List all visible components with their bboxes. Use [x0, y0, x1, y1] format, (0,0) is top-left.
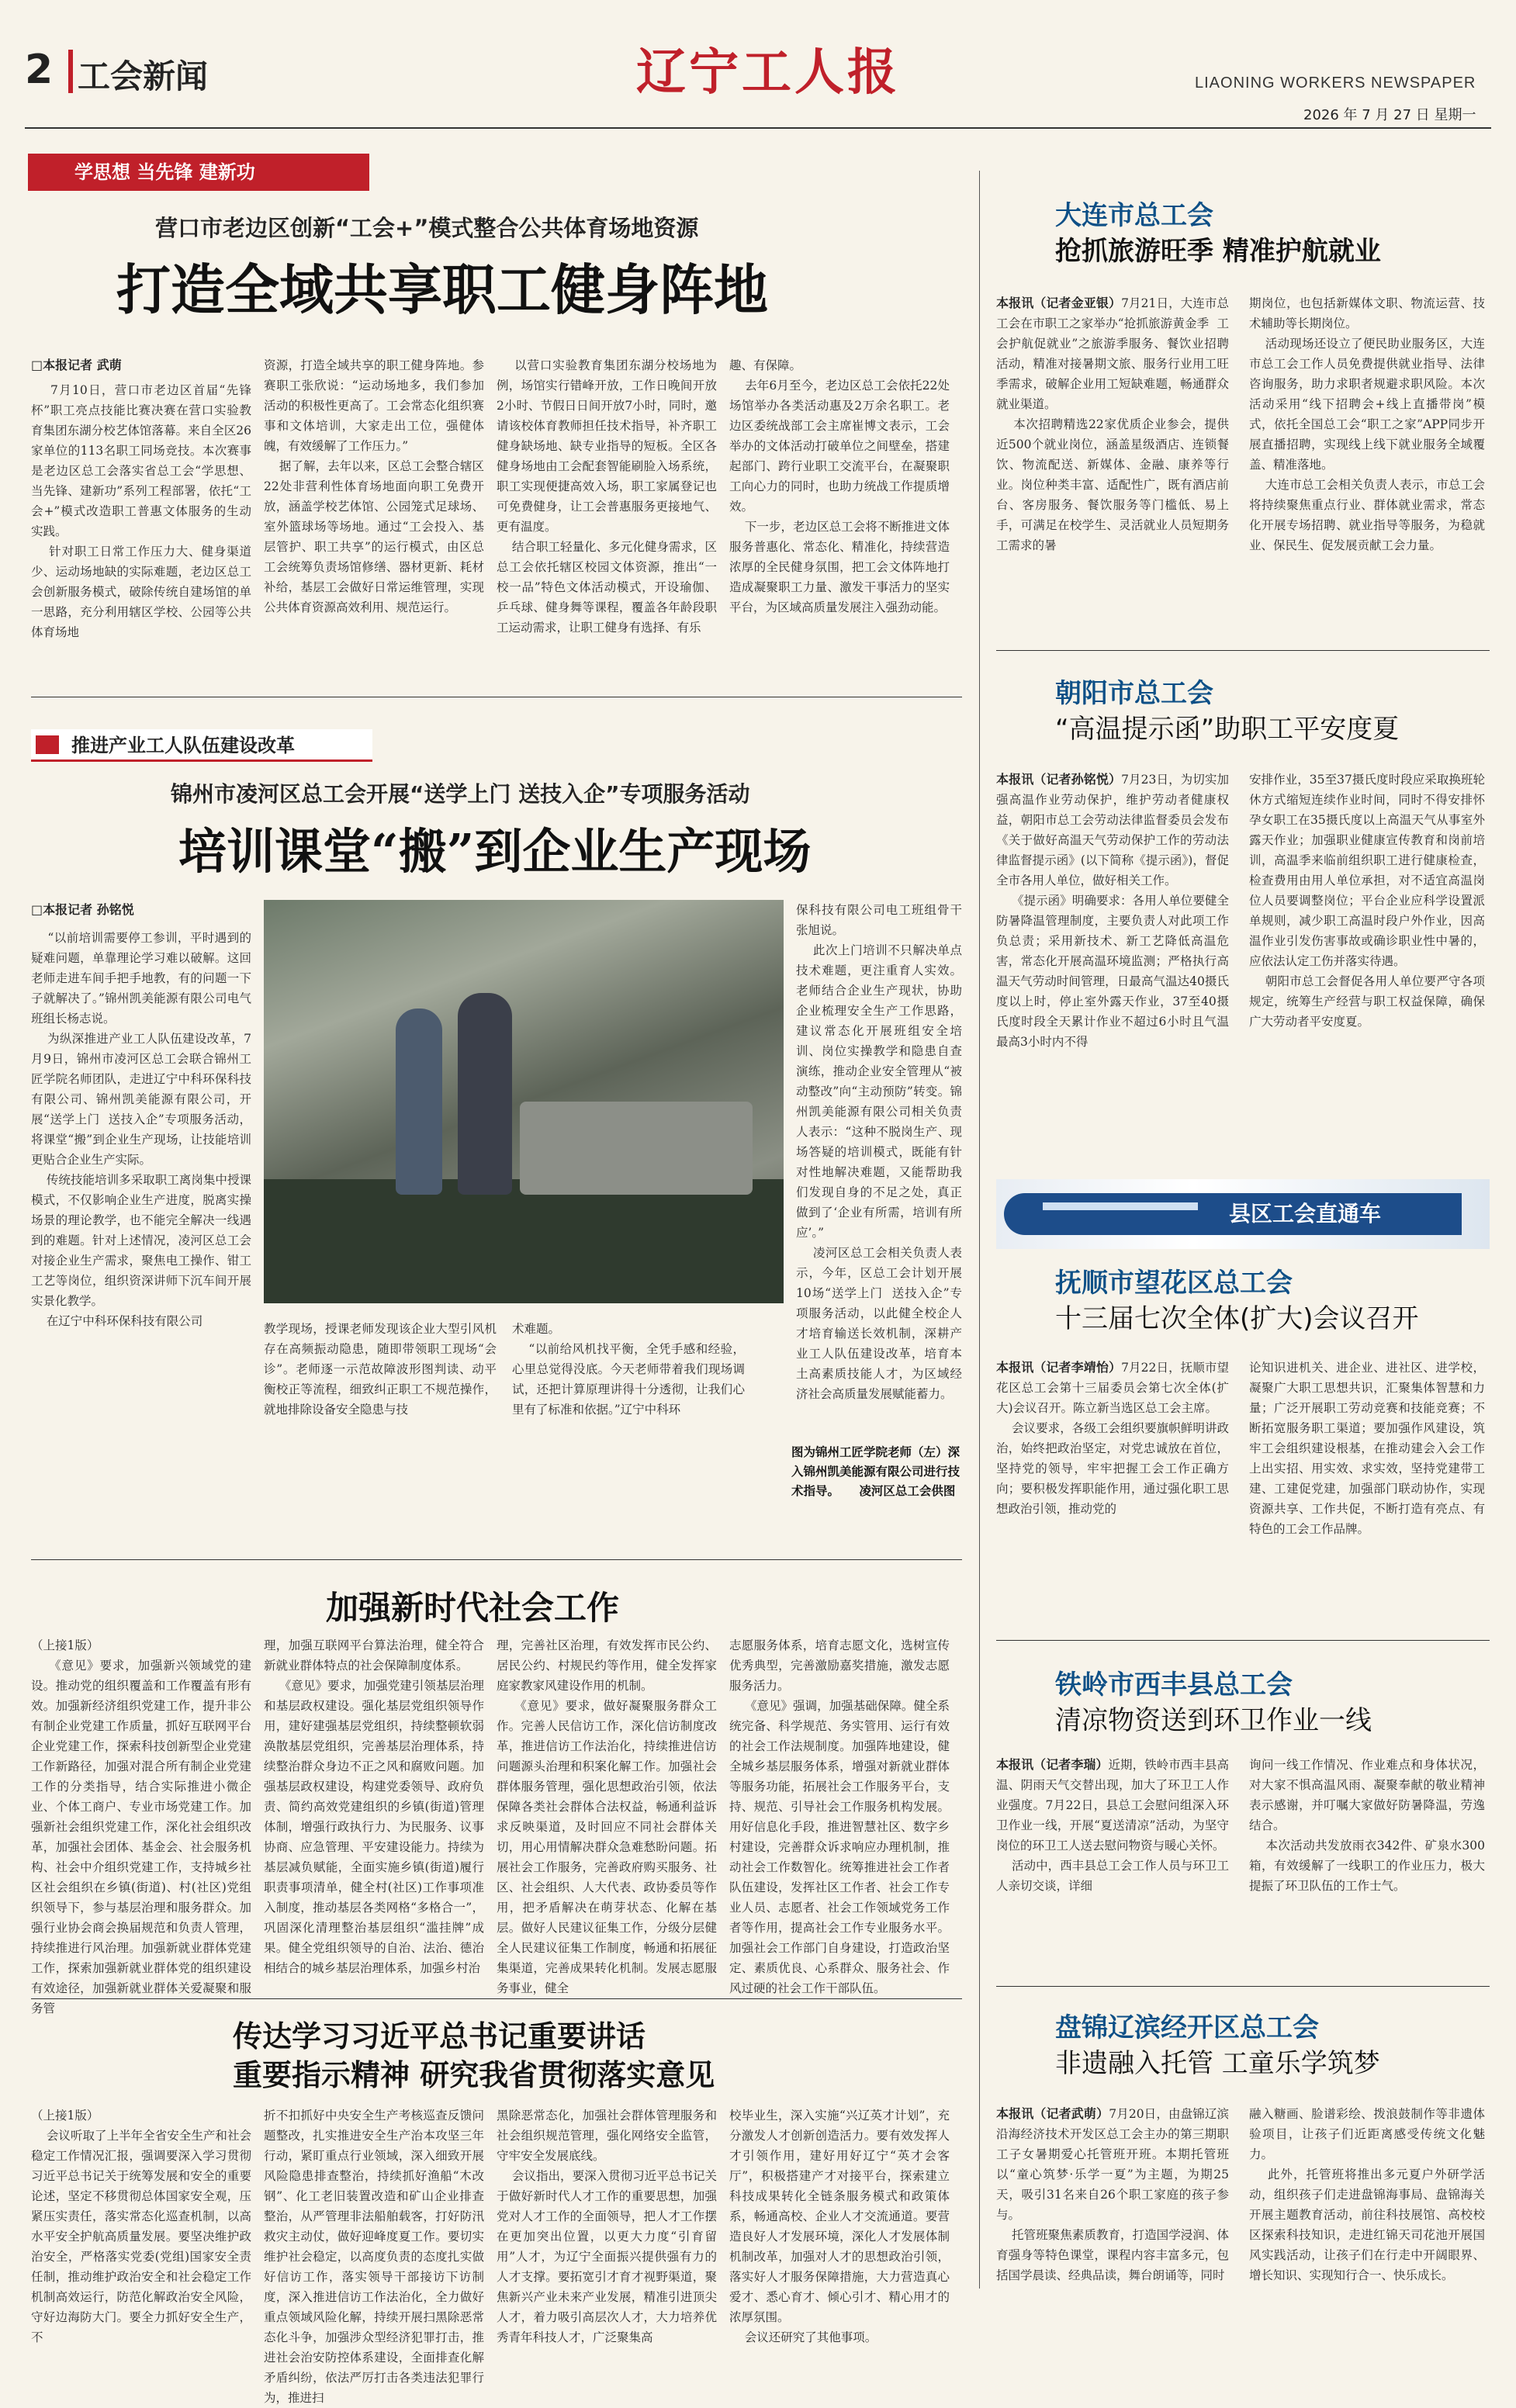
article2-col1: “以前培训需要停工参训，平时遇到的疑难问题，单靠理论学习难以破解。这回老师走进车间手把手地教，有的问题一下子就解决了。”锦州凯美能源有限公司电气班组长杨志说。 为纵深推进产业工人队伍建设改革，7月9日，锦州市凌河区总工会联合锦州工匠学院名师团队，走进辽宁中科环保科技有限公司、锦州凯美能源有限公司，开展“送学上门 送技入企”专项服务活动，将课堂“搬”到企业生产现场，让技能培训更贴合企业生产实际。 传统技能培训多采取职工离岗集中授课模式，不仅影响企业生产进度，脱离实操场景的理论教学，也不能完全解决一线遇到的难题。针对上述情况，凌河区总工会对接企业生产需求，聚焦电工操作、钳工工艺等岗位，组织资深讲师下沉车间开展实景化教学。 在辽宁中科环保科技有限公司 [31, 931, 251, 1328]
r2-byline: 本报讯（记者孙铭悦） [996, 772, 1122, 787]
article1-col2: 资源，打造全域共享的职工健身阵地。参赛职工张欣说：“运动场地多，我们参加活动的积极性更高了。工会常态化组织赛事和文体培训，大家走出工位，强健体魄，有效缓解了工作压力。” 据了解，去年以来，区总工会整合辖区22处非营利性体育场地面向职工免费开放，涵盖学校艺体馆、公园笼式足球场、室外篮球场等场地。通过“工会投入、基层管护、职工共享”的运行模式，由区总工会统筹负责场馆修缮、器材更新、耗材补给，基层工会做好日常运维管理，实现公共体育资源高效利用、规范运行。 [264, 358, 484, 614]
photo-credit: 凌河区总工会供图 [859, 1484, 956, 1498]
r3-byline: 本报讯（记者李靖怡） [996, 1360, 1122, 1375]
r4-title2: 清凉物资送到环卫作业一线 [1055, 1705, 1372, 1736]
r1-title1: 大连市总工会 [1055, 200, 1213, 231]
page-number: 2 [25, 47, 54, 93]
r1-byline: 本报讯（记者金亚银） [996, 296, 1122, 310]
r5-col2: 融入糖画、脸谱彩绘、拨浪鼓制作等非遗体验项目，让孩子们近距离感受传统文化魅力。 此外，托管班将推出多元夏户外研学活动，组织孩子们走进盘锦海事局、盘锦海关开展主题教育活动，前往科技展馆、高校校区探索科技知识，走进红锦天司花池开展国风实践活动，让孩子们在行走中开阔眼界、增长知识、实现知行合一、快乐成长。 [1249, 2107, 1485, 2282]
article2-bottom-rule [31, 1559, 962, 1560]
article2-headline: 培训课堂“搬”到企业生产现场 [178, 823, 812, 880]
header-rule [25, 127, 1491, 129]
r5-col1-text: 7月20日，由盘锦辽滨沿海经济技术开发区总工会主办的第三期职工子女暑期爱心托管班开班。本期托管班以“童心筑梦·乐学一夏”为主题，为期25天，吸引31名来自26个职工家庭的孩子参与。 托管班聚焦素质教育，打造国学浸润、体育强身等特色课堂，课程内容丰富多元，包括国学晨读、经典品读，舞台朗诵等，同时 [996, 2107, 1229, 2282]
r4-col1 [996, 1755, 1229, 1972]
r4-col1-text: 近期，铁岭市西丰县高温、阴雨天气交替出现，加大了环卫工人作业强度。7月22日，县总工会慰问组深入环卫作业一线，开展“夏送清凉”活动，为坚守岗位的环卫工人送去慰问物资与暖心关怀。 活动中，西丰县总工会工作人员与环卫工人亲切交谈，详细 [996, 1758, 1229, 1893]
r3-bottom-rule [996, 1640, 1490, 1641]
r1-title2: 抢抓旅游旺季 精准护航就业 [1055, 236, 1381, 267]
article3-col4: 志愿服务体系，培育志愿文化，选树宣传优秀典型，完善激励嘉奖措施，激发志愿服务活力。 《意见》强调，加强基础保障。健全系统完备、科学规范、务实管用、运行有效的社会工作法规制度。加强阵地建设，健全城乡基层服务体系，增强对新就业群体等服务功能，拓展社会工作服务平台，支持、规范、引导社会工作服务机构发展。用好信息化手段，推进智慧社区、数字乡村建设，完善群众诉求响应办理机制，推动社会工作数智化。统筹推进社会工作者队伍建设，发挥社区工作者、社会工作专业人员、志愿者、社会工作领域党务工作者等作用，提高社会工作专业服务水平。加强社会工作部门自身建设，打造政治坚定、素质优良、心系群众、服务社会、作风过硬的社会工作干部队伍。 [729, 1638, 950, 1995]
r3-title2: 十三届七次全体(扩大)会议召开 [1055, 1303, 1419, 1334]
photo-factory-floor [264, 1179, 784, 1303]
photo-worker [396, 1009, 442, 1195]
section-name: 工会新闻 [78, 57, 209, 95]
article4-col2: 折不扣抓好中央安全生产考核巡查反馈问题整改，扎实推进安全生产治本攻坚三年行动，紧盯重点行业领域，深入细致开展风险隐患排查整治，持续抓好渔船“木改钢”、化工老旧装置改造和矿山企业排查整治，从严管理非法船舶载客，打好防汛救灾主动仗，做好迎峰度夏工作。要切实维护社会稳定，以高度负责的态度扎实做好信访工作，落实领导干部接访下访制度，深入推进信访工作法治化，全力做好重点领域风险化解，持续开展扫黑除恶常态化斗争，加强涉众型经济犯罪打击，推进社会治安防控体系建设，全面排查化解矛盾纠纷，依法严厉打击各类违法犯罪行为，推进扫 [264, 2109, 484, 2405]
article3-col1: （上接1版） 《意见》要求，加强新兴领域党的建设。推动党的组织覆盖和工作覆盖有形有效。加强新经济组织党建工作，提升非公有制企业党建工作质量，抓好互联网平台企业党建工作，探索科技创新型企业党建工作新路径，加强对混合所有制企业党建工作的分类指导，结合实际推进小微企业、个体工商户、专业市场党建工作。加强新社会组织党建工作，深化社会组织改革，加强社会团体、基金会、社会服务机构、社会中介组织党建工作，支持城乡社区社会组织在乡镇(街道)、村(社区)党组织领导下，参与基层治理和服务群众。加强行业协会商会换届规范和负责人管理，持续推进行风治理。加强新就业群体党建工作，探索加强新就业群体党的组织建设有效途径，加强新就业群体关爱凝聚和服务管 [31, 1638, 251, 2015]
train-window-stripe [1043, 1202, 1213, 1210]
article3-col2: 理，加强互联网平台算法治理，健全符合新就业群体特点的社会保障制度体系。 《意见》要求，加强党建引领基层治理和基层政权建设。强化基层党组织领导作用，建好建强基层党组织，持续整顿软弱涣散基层党组织，完善基层治理体系，持续整治群众身边不正之风和腐败问题。加强基层政权建设，构建党委领导、政府负责、简约高效党建组织的乡镇(街道)管理体制，增强行政执行力、为民服务、议事协商、应急管理、平安建设能力。持续为基层减负赋能，全面实施乡镇(街道)履行职责事项清单，健全村(社区)工作事项准入制度，推动基层各类网格“多格合一”，巩固深化清理整治基层组织“滥挂牌”成果。健全党组织领导的自治、法治、德治相结合的城乡基层治理体系，加强乡村治 [264, 1638, 484, 1975]
article3-bottom-rule [31, 1998, 962, 1999]
article1-col4: 趣、有保障。 去年6月至今，老边区总工会依托22处场馆举办各类活动惠及2万余名职工。老边区委统战部工会主席崔博文表示，工会举办的文体活动打破单位之间壁垒，搭建起部门、跨行业职工交流平台，在凝聚职工向心力的同时，也助力统战工作提质增效。 下一步，老边区总工会将不断推进文体服务普惠化、常态化、精准化，持续营造浓厚的全民健身氛围，把工会文体阵地打造成凝聚职工力量、激发干事活力的坚实平台，为区域高质量发展注入强劲动能。 [729, 358, 950, 614]
r2-col1 [996, 770, 1229, 1173]
r4-byline: 本报讯（记者李瑞） [996, 1757, 1109, 1772]
r1-col1-text: 7月21日，大连市总工会在市职工之家举办“抢抓旅游黄金季 工会护航促就业”之旅游季服务、餐饮业招聘活动，精准对接暑期文旅、服务行业用工旺季需求，破解企业用工短缺难题，畅通群众就业渠道。 本次招聘精选22家优质企业参会，提供近500个就业岗位，涵盖星级酒店、连锁餐饮、物流配送、新媒体、金融、康养等行业。岗位种类丰富、适配性广，既有酒店前台、客房服务、餐饮服务等门槛低、易上手，可满足在校学生、灵活就业人员短期务工需求的暑 [996, 296, 1229, 552]
r5-col1 [996, 2104, 1229, 2298]
article4-headline-line1: 传达学习习近平总书记重要讲话 [233, 2019, 646, 2053]
article4-col4: 校毕业生，深入实施“兴辽英才计划”，充分激发人才创新创造活力。要有效发挥人才引领作用，建好用好辽宁“英才会客厅”，积极搭建产才对接平台，探索建立科技成果转化全链条服务模式和政策体系，畅通高校、企业人才交流通道。要营造良好人才发展环境，深化人才发展体制机制改革，加强对人才的思想政治引领，落实好人才服务保障措施，大力营造真心爱才、悉心育才、倾心引才、精心用才的浓厚氛围。 会议还研究了其他事项。 [729, 2109, 950, 2344]
main-column-divider [979, 171, 980, 2289]
masthead-english: LIAONING WORKERS NEWSPAPER [1195, 74, 1476, 92]
book-icon [36, 735, 59, 754]
masthead-logo: 辽宁工人报 [636, 43, 900, 102]
article4-headline-line2: 重要指示精神 研究我省贯彻落实意见 [233, 2058, 715, 2092]
article2-col2: 教学现场，授课老师发现该企业大型引风机存在高频振动隐患，随即带领职工现场“会诊”。老师逐一示范故障波形图判读、动平衡校正等流程，细致纠正职工不规范操作，就地排除设备安全隐患与技 [264, 1322, 497, 1417]
article1-col1: 7月10日，营口市老边区首届“先锋杯”职工亮点技能比赛决赛在营口实验教育集团东湖分校艺体馆落幕。来自全区26家单位的113名职工同场竞技。本次赛事是老边区总工会落实省总工会“学思想、当先锋、建新功”系列工程部署，依托“工会+”模式改造职工普惠文体服务的生动实践。 针对职工日常工作压力大、健身渠道少、运动场地缺的实际难题，老边区总工会创新服务模式，破除传统自建场馆的单一思路，充分利用辖区学校、公园等公共体育场地 [31, 383, 251, 639]
article2-banner: 推进产业工人队伍建设改革 [31, 729, 372, 762]
article1-banner: 学思想 当先锋 建新功 [28, 154, 369, 191]
article3-headline: 加强新时代社会工作 [326, 1589, 620, 1627]
article2-col4: 保科技有限公司电工班组骨干张旭说。 此次上门培训不只解决单点技术难题，更注重育人实效。老师结合企业生产现状，协助企业梳理安全生产工作思路，建议常态化开展班组安全培训、岗位实操教学和隐患自查演练，推动企业安全管理从“被动整改”向“主动预防”转变。锦州凯美能源有限公司相关负责人表示：“这种不脱岗生产、现场答疑的培训模式，既能有针对性地解决难题，又能帮助我们发现自身的不足之处，真正做到了‘企业有所需，培训有所应’。” 凌河区总工会相关负责人表示，今年，区总工会计划开展10场“送学上门 送技入企”专项服务活动，以此健全校企人才培育输送长效机制，深耕产业工人队伍建设改革，培育本土高素质技能人才，为区域经济社会高质量发展赋能蓄力。 [796, 903, 962, 1401]
article4-col3: 黑除恶常态化，加强社会群体管理服务和社会组织规范管理，强化网络安全监管，守牢安全发展底线。 会议指出，要深入贯彻习近平总书记关于做好新时代人才工作的重要思想，加强党对人才工作的全面领导，把人才工作摆在更加突出位置，以更大力度“引育留用”人才，为辽宁全面振兴提供强有力的人才支撑。要拓宽引才育才视野渠道，聚焦新兴产业未来产业发展，精准引进顶尖人才，着力吸引高层次人才，大力培养优秀青年科技人才，广泛聚集高 [497, 2109, 717, 2344]
r4-bottom-rule [996, 1986, 1490, 1987]
article2-byline: □本报记者 孙铭悦 [31, 902, 134, 917]
page-number-divider [68, 50, 73, 93]
r2-title2: “高温提示函”助职工平安度夏 [1055, 714, 1400, 745]
r3-title1: 抚顺市望花区总工会 [1055, 1268, 1293, 1299]
r5-title2: 非遗融入托管 工童乐学筑梦 [1055, 2048, 1380, 2079]
r4-title1: 铁岭市西丰县总工会 [1055, 1669, 1293, 1700]
r1-col2: 期岗位，也包括新媒体文职、物流运营、技术辅助等长期岗位。 活动现场还设立了便民助业服务区，大连市总工会工作人员免费提供就业指导、法律咨询服务，助力求职者规避求职风险。本次活动采用“线下招聘会+线上直播带岗”模式，依托全国总工会“职工之家”APP同步开展直播招聘，实现线上线下就业服务全域覆盖、精准落地。 大连市总工会相关负责人表示，市总工会将持续聚焦重点行业、群体就业需求，常态化开展专场招聘、就业指导等服务，为稳就业、保民生、促发展贡献工会力量。 [1249, 296, 1485, 552]
article3-col3: 理，完善社区治理，有效发挥市民公约、居民公约、村规民约等作用，健全发挥家庭家教家风建设作用的机制。 《意见》要求，做好凝聚服务群众工作。完善人民信访工作，深化信访制度改革，推进信访工作法治化，持续推进信访问题源头治理和积案化解工作。加强社会群体服务管理，强化思想政治引领，依法保障各类社会群体合法权益，畅通利益诉求反映渠道，及时回应不同社会群体关切，用心用情解决群众急难愁盼问题。拓展社会工作服务，完善政府购买服务、社区、社会组织、人大代表、政协委员等作用，把矛盾解决在萌芽状态、化解在基层。做好人民建议征集工作，分级分层健全人民建议征集工作制度，畅通和拓展征集渠道，完善成果转化机制。发展志愿服务事业，健全 [497, 1638, 717, 1995]
county-banner: 县区工会直通车 [1198, 1193, 1462, 1235]
r1-col1 [996, 293, 1229, 635]
r5-byline: 本报讯（记者武萌） [996, 2106, 1109, 2121]
photo-caption-text: 图为锦州工匠学院老师（左）深入锦州凯美能源有限公司进行技术指导。 [791, 1445, 960, 1498]
r3-col1 [996, 1358, 1229, 1590]
article1-byline: □本报记者 武萌 [31, 358, 122, 372]
article1-col3: 以营口实验教育集团东湖分校场地为例，场馆实行错峰开放，工作日晚间开放2小时、节假日日间开放7小时，同时，邀请该校体育教师担任技术指导，补齐职工健身缺场地、缺专业指导的短板。全区各健身场地由工会配套智能刷脸入场系统，职工实现便捷高效入场，职工家属登记也可免费健身，让工会普惠服务更接地气、更有温度。 结合职工轻量化、多元化健身需求，区总工会依托辖区校园文体资源，推出“一校一品”特色文体活动模式，开设瑜伽、乒乓球、健身舞等课程，覆盖各年龄段职工运动需求，让职工健身有选择、有乐 [497, 358, 717, 635]
training-photo [264, 900, 784, 1303]
photo-caption [791, 1443, 962, 1501]
r3-col2: 论知识进机关、进企业、进社区、进学校，凝聚广大职工思想共识，汇聚集体智慧和力量；广泛开展职工劳动竞赛和技能竞赛；不断拓宽服务职工渠道；要加强作风建设，筑牢工会组织建设根基，在推动建会入会工作上出实招、用实效、求实效，坚持党建带工建、工建促党建，加强部门联动协作，实现资源共享、工作共促，不断打造有亮点、有特色的工会工作品牌。 [1249, 1361, 1485, 1536]
article2-col3: 术难题。 “以前给风机找平衡，全凭手感和经验，心里总觉得没底。今天老师带着我们现场调试，还把计算原理讲得十分透彻，让我们心里有了标准和依据。”辽宁中科环 [512, 1322, 745, 1417]
r2-title1: 朝阳市总工会 [1055, 678, 1213, 709]
article4-col1: （上接1版） 会议听取了上半年全省安全生产和社会稳定工作情况汇报，强调要深入学习贯彻习近平总书记关于统筹发展和安全的重要论述，坚定不移贯彻总体国家安全观，压紧压实责任，落实常态化巡查机制，以高水平安全护航高质量发展。要坚决维护政治安全，严格落实党委(党组)国家安全责任制，推动维护政治安全和社会稳定工作机制高效运行，防范化解政治安全风险，守好边海防大门。要全力抓好安全生产，不 [31, 2109, 251, 2344]
r1-bottom-rule [996, 650, 1490, 651]
article1-headline: 打造全域共享职工健身阵地 [116, 258, 768, 322]
r2-col2: 安排作业，35至37摄氏度时段应采取换班轮休方式缩短连续作业时间，同时不得安排怀孕女职工在35摄氏度以上高温天气从事室外露天作业；加强职业健康宣传教育和岗前培训，高温季来临前组织职工进行健康检查，检查费用由用人单位承担，对不适宜高温岗位人员要调整岗位；平台企业应科学设置派单规则，减少职工高温时段户外作业，因高温作业引发伤害事故或确诊职业性中暑的，应依法认定工伤并落实待遇。 朝阳市总工会督促各用人单位要严守各项规定，统筹生产经营与职工权益保障，确保广大劳动者平安度夏。 [1249, 773, 1485, 1029]
r4-col2: 询问一线工作情况、作业难点和身体状况，对大家不惧高温风雨、凝聚奉献的敬业精神表示感谢，并叮嘱大家做好防暑降温，劳逸结合。 本次活动共发放雨衣342件、矿泉水300箱，有效缓解了一线职工的作业压力，极大提振了环卫队伍的工作士气。 [1249, 1758, 1485, 1893]
county-banner-train [996, 1179, 1490, 1249]
r3-col1-text: 7月22日，抚顺市望花区总工会第十三届委员会第七次全体(扩大)会议召开。陈立新当选区总工会主席。 会议要求，各级工会组织要旗帜鲜明讲政治，始终把政治坚定，对党忠诚放在首位，坚持党的领导，牢牢把握工会工作正确方向；要积极发挥职能作用，通过强化职工思想政治引领，推动党的 [996, 1361, 1229, 1516]
r2-col1-text: 7月23日，为切实加强高温作业劳动保护，维护劳动者健康权益，朝阳市总工会劳动法律监督委员会发布《关于做好高温天气劳动保护工作的劳动法律监督提示函》(以下简称《提示函》)，督促全市各用人单位，做好相关工作。 《提示函》明确要求：各用人单位要健全防暑降温管理制度，主要负责人对此项工作负总责；采用新技术、新工艺降低高温危害，常态化开展高温环境监测；严格执行高温天气劳动时间管理，日最高气温达40摄氏度以上时，停止室外露天作业，37至40摄氏度时段全天累计作业不超过6小时且气温最高3小时内不得 [996, 773, 1229, 1049]
r5-title1: 盘锦辽滨经开区总工会 [1055, 2012, 1319, 2043]
issue-date: 2026 年 7 月 27 日 星期一 [1303, 107, 1476, 123]
photo-machine [520, 1102, 753, 1195]
photo-instructor [458, 993, 512, 1195]
article2-kicker: 锦州市凌河区总工会开展“送学上门 送技入企”专项服务活动 [171, 781, 750, 807]
article1-kicker: 营口市老边区创新“工会+”模式整合公共体育场地资源 [155, 215, 699, 241]
